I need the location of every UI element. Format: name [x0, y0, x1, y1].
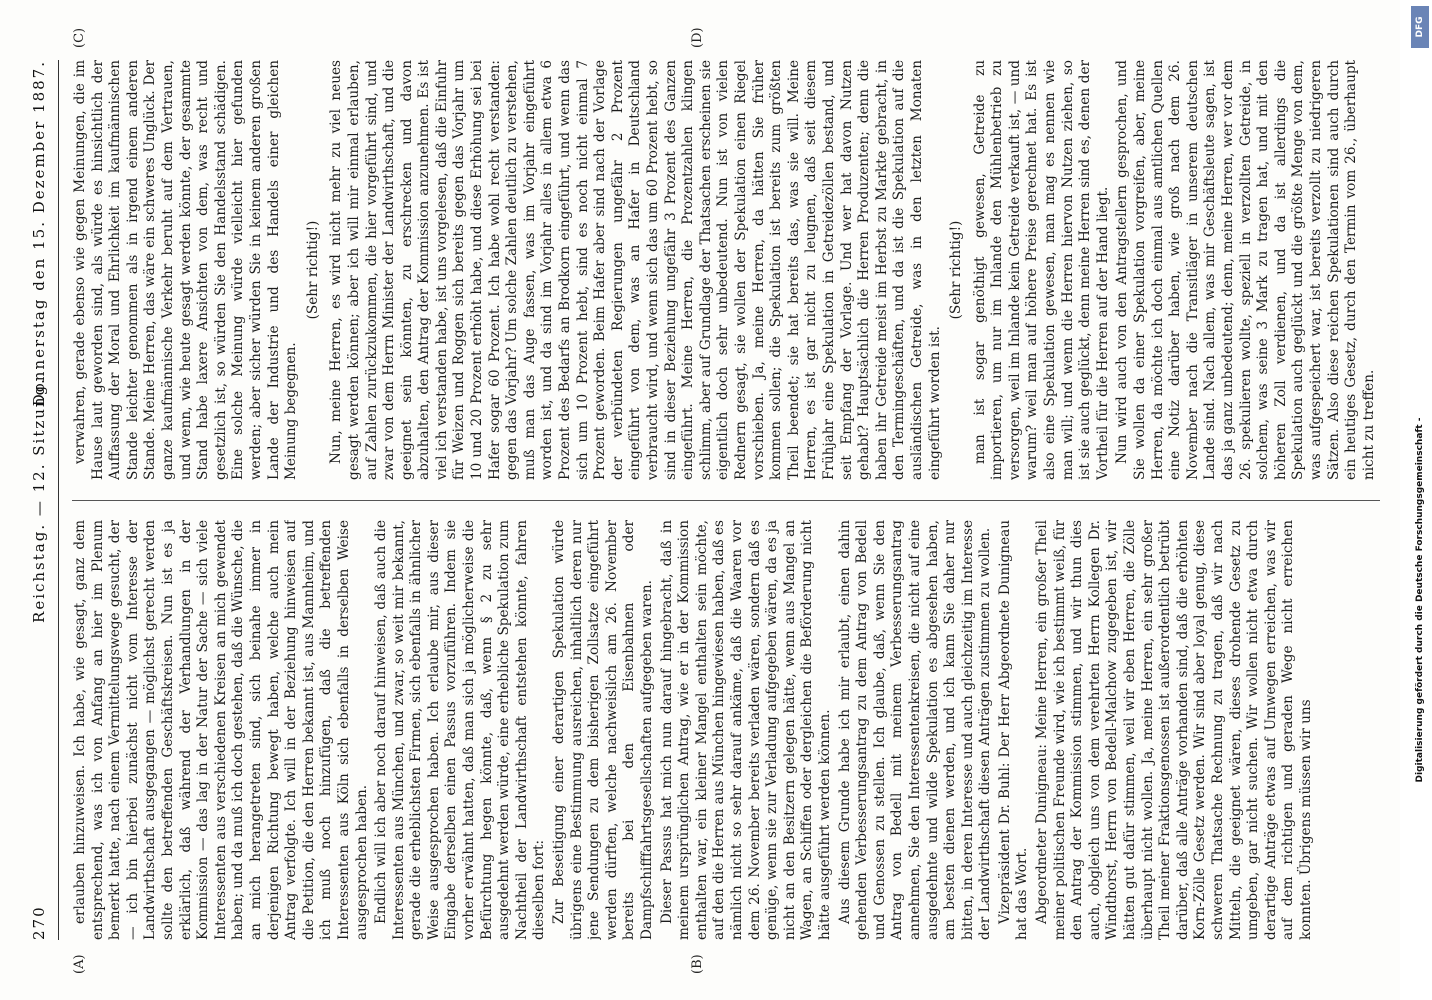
paragraph: Abgeordneter Dunigneau: Meine Herren, ein großer Theil meiner politischen Freunde wird, wie ich bestimmt weiß, für den Antrag der Kommission stimmen, und wir thun dies auch, obgleich uns von dem verehrten Herrn Kollegen Dr. Windthorst, Herrn von Bedell-Malchow zugegeben ist, wir hätten gut dafür stimmen, weil wir eben Herren, die Zölle überhaupt nicht wollen. Ja, meine Herren, ein sehr großer Theil meiner Fraktionsgenossen ist außerordentlich betrübt darüber, daß alle Anträge vorhanden sind, daß die erhöhten Korn-Zölle Gesetz werden. Wir sind aber loyal genug, diese schweren Thatsache Rechnung zu tragen, daß wir nach Mitteln, die geeignet wären, dieses drohende Gesetz zu umgeben, gar nicht suchen. Wir wollen nicht etwa durch derartige Anträge etwas auf Umwegen erreichen, was wir auf dem richtigen und geraden Wege nicht erreichen konnten. Übrigens müssen wir uns [1034, 520, 1314, 940]
paragraph: Dieser Passus hat mich nun darauf hingebracht, daß in meinem ursprünglichen Antrag, wie er in der Kommission enthalten war, ein kleiner Mangel enthalten sein möchte, auf den die Herren aus München hingewiesen haben, daß es nämlich nicht so sehr darauf ankäme, daß die Waaren vor dem 26. November bereits verladen wären, sondern daß es genüge, wenn sie zur Verladung aufgegeben wären, da es ja nicht an den Besitzern gelegen hätte, wenn aus Mangel an Wagen, an Schiffen oder dergleichen die Beförderung nicht hätte ausgeführt werden können. [658, 520, 833, 940]
margin-marker-d: (D) [690, 27, 705, 48]
paragraph: verwahren, gerade ebenso wie gegen Meinungen, die im Hause laut geworden sind, als würde es hinsichtlich der Auffassung der Moral und Ehrlichkeit im kaufmännischen Stande leichter genommen als in irgend einem anderen Stande. Meine Herren, das wäre ein schweres Unglück. Der ganze kaufmännische Verkehr beruht auf dem Vertrauen, und wenn, wie heute gesagt werden könnte, der gesammte Stand habe laxere Ansichten von dem, was recht und gesetzlich ist, so würden Sie den Handelsstand schädigen. Eine solche Meinung würde vielleicht hier gefunden werden; aber sicher würden Sie in keinem anderen großen Lande der Industrie und des Handels einer gleichen Meinung begegnen. [72, 60, 300, 480]
quoted-paragraph: Zur Beseitigung einer derartigen Spekulation würde übrigens eine Bestimmung ausreichen, inhaltlich deren nur jene Sendungen zu dem bisherigen Zollsatze eingeführt werden dürften, welche nachweislich am 26. November bereits bei den Eisenbahnen oder Dampfschifffahrtsgesellschaften aufgegeben waren. [551, 520, 655, 940]
paragraph: Nun wird auch von den Antragstellern gesprochen, und Sie wollen da einer Spekulation vorgreifen, aber, meine Herren, da möchte ich doch einmal aus amtlichen Quellen eine Notiz darüber haben, wie groß nach dem 26. November nach die Transitläger in unserem deutschen Lande sind. Nach allem, was mir Geschäftsleute sagen, ist das ja ganz unbedeutend; denn, meine Herren, wer vor dem 26. spekulieren wollte, speziell in verzollten Getreide, in solchem, was seine 3 Mark zu tragen hat, und mit den höheren Zoll verdienen, und da ist allerdings die Spekulation auch geglückt und die größte Menge von dem, was aufgespeichert war, ist bereits verzollt zu niedrigeren Sätzen. Also diese reichen Spekulationen sind auch durch ein heutiges Gesetz, durch den Termin vom 26., überhaupt nicht zu treffen. [1114, 60, 1377, 480]
interjection: (Sehr richtig!) [948, 220, 965, 320]
dfg-logo: DFG [1411, 6, 1429, 48]
session-title: Reichstag. — 12. Sitzung. [30, 377, 48, 623]
interjection: (Sehr richtig!) [304, 220, 321, 320]
right-text-column [72, 60, 1380, 480]
margin-marker-c: (C) [72, 27, 87, 48]
paragraph: Aus diesem Grunde habe ich mir erlaubt, einen dahin gehenden Verbesserungsantrag zu dem Antrag von Bedell und Genossen zu stellen. Ich glaube, daß, wenn Sie den Antrag von Bedell mit meinem Verbesserungsantrag annehmen, Sie den Interessentenkreisen, die nicht auf eine ausgedehnte und wilde Spekulation es abgesehen haben, am besten dienen werden, und ich kann Sie daher nur bitten, in deren Interesse und auch gleichzeitig im Interesse der Landwirthschaft diesen Anträgen zustimmen zu wollen. [836, 520, 994, 940]
margin-marker-a: (A) [72, 954, 87, 974]
left-text-column [72, 520, 1380, 940]
paragraph: erlauben hinzuweisen. Ich habe, wie gesagt, ganz dem entsprechend, was ich von Anfang an hier im Plenum bemerkt hatte, nach einem Vermittelungswege gesucht, der — ich bin hierbei zunächst nicht vom Interesse der Landwirthschaft ausgegangen — möglichst gerecht werden sollte den betreffenden Geschäftskreisen. Nun ist es ja erklärlich, daß während der Verhandlungen in der Kommission — das lag in der Natur der Sache — sich viele Interessenten aus verschiedenen Kreisen an mich gewendet haben; und da muß ich doch gestehen, daß die Wünsche, die an mich herangetreten sind, sich beinahe immer in derjenigen Richtung bewegt haben, welche auch mein Antrag verfolgte. Ich will in der Beziehung hinweisen auf die Petition, die den Herren bekannt ist, aus Mannheim, und ich muß noch hinzufügen, daß die betreffenden Interessenten aus Köln sich ebenfalls in derselben Weise ausgesprochen haben. [72, 520, 370, 940]
margin-marker-b: (B) [690, 954, 705, 974]
header-rule [58, 60, 59, 940]
page-number: 270 [30, 905, 48, 940]
speaker-intro: Vizepräsident Dr. Buhl: Der Herr Abgeordnete Dunigneau hat das Wort. [996, 520, 1031, 940]
paragraph: Nun, meine Herren, es wird nicht mehr zu viel neues gesagt werden können; aber ich will mir einmal erlauben, auf Zahlen zurückzukommen, die hier vorgeführt sind, und zwar von dem Herrn Minister der Landwirthschaft, und die geeignet sein könnten, zu erschrecken und davon abzuhalten, den Antrag der Kommission anzunehmen. Es ist viel ich verstanden habe, ist uns vorgelesen, daß die Einfuhr für Weizen und Roggen sich bereits gegen das Vorjahr um 10 und 20 Prozent erhöht habe, und diese Erhöhung sei bei Hafer sogar 60 Prozent. Ich habe wohl recht verstanden: gegen das Vorjahr? Um solche Zahlen deutlich zu verstehen, muß man das Auge fassen, was im Vorjahr eingeführt worden ist, und da sind im Vorjahr alles in allem etwa 6 Prozent des Bedarfs an Brodkorn eingeführt, und wenn das sich um 10 Prozent hebt, sind es noch nicht einmal 7 Prozent geworden. Beim Hafer aber sind nach der Vorlage der verbündeten Regierungen ungefähr 2 Prozent eingeführt von dem, was an Hafer in Deutschland verbraucht wird, und wenn sich das um 60 Prozent hebt, so sind in dieser Beziehung ungefähr 3 Prozent des Ganzen eingeführt. Meine Herren, die Prozentzahlen klingen schlimm, aber auf Grundlage der Thatsachen erscheinen sie eigentlich doch sehr unbedeutend. Nun ist von vielen Rednern gesagt, sie wollen der Spekulation einen Riegel vorschieben. Ja, meine Herren, da hätten Sie früher kommen sollen; die Spekulation ist bereits zum größten Theil beendet; sie hat bereits das, was sie will. Meine Herren, es ist gar nicht zu leugnen, daß seit diesem Frühjahr eine Spekulation in Getreidezöllen bestand, und seit Empfang der Vorlage. Und wer hat davon Nutzen gehabt? Hauptsächlich die Herren Produzenten; denn die haben ihr Getreide meist im Herbst zu Markte gebracht, in den Termingeschäften, und da ist die Spekulation auf die ausländischen Getreide, was in den letzten Monaten eingeführt worden ist. [328, 60, 943, 480]
digitization-sidebar [1408, 0, 1432, 1000]
session-date: Donnerstag den 15. Dezember 1887. [30, 60, 48, 407]
column-divider [72, 500, 1380, 501]
digitization-credit: Digitalisierung gefördert durch die Deutsche Forschungsgemeinschaft - [1415, 417, 1425, 783]
paragraph: Endlich will ich aber noch darauf hinweisen, daß auch die Interessenten aus München, und zwar, so weit mir bekannt, gerade die erheblichsten Firmen, sich ebenfalls in ähnlicher Weise ausgesprochen haben. Ich erlaube mir, aus dieser Eingabe derselben einen Passus vorzuführen. Indem sie vorher erwähnt hatten, daß man sich ja möglicherweise die Befürchtung hegen könnte, daß, wenn § 2 zu sehr ausgedehnt werden würde, eine erhebliche Spekulation zum Nachtheil der Landwirthschaft entstehen könnte, fahren dieselben fort: [373, 520, 548, 940]
paragraph: man ist sogar genöthigt gewesen, Getreide zu importieren, um nur im Inlande den Mühlenbetrieb zu versorgen, weil im Inlande kein Getreide verkauft ist, — und warum? weil man auf höhere Preise gerechnet hat. Es ist also eine Spekulation gewesen, man mag es nennen wie man will; und wenn die Herren hiervon Nutzen ziehen, so ist sie auch geglückt, denn meine Herren sind es, denen der Vortheil für die Herren auf der Hand liegt. [971, 60, 1111, 480]
